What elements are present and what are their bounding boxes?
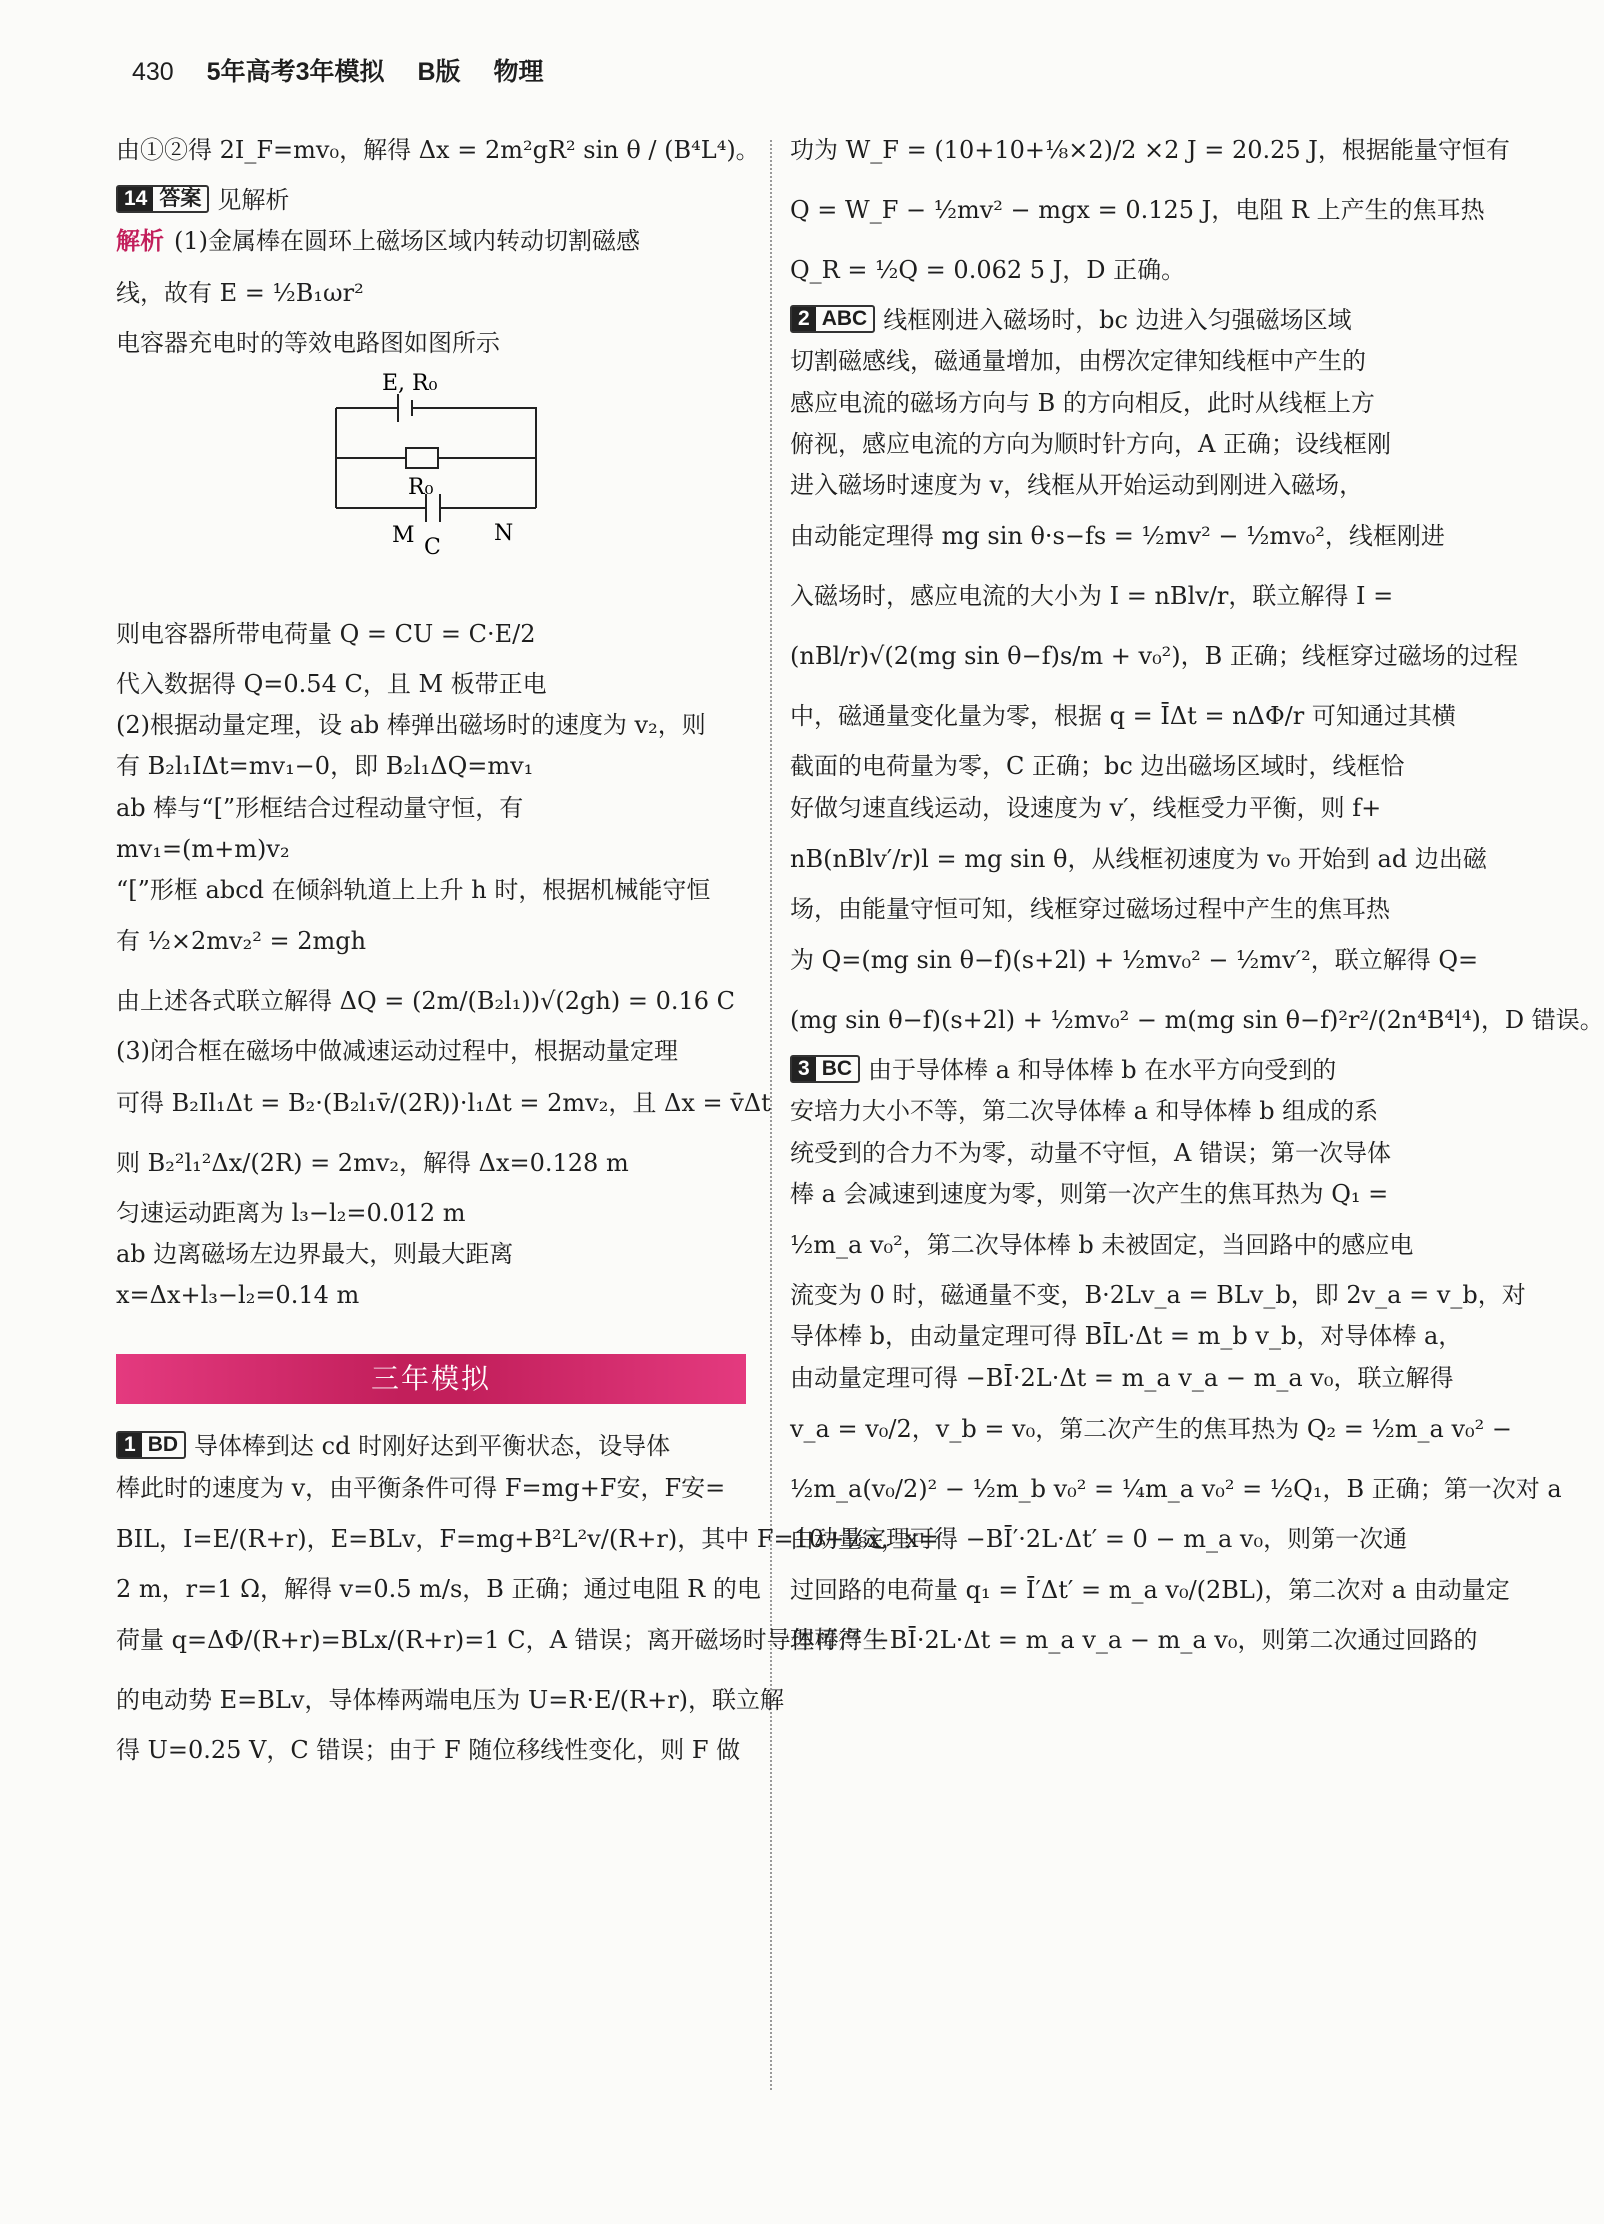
text-span: 导体棒到达 cd 时刚好达到平衡状态，设导体: [194, 1432, 671, 1461]
question-number: 14: [118, 187, 153, 211]
question-tag: [116, 1431, 186, 1459]
text-line: 俯视，感应电流的方向为顺时针方向，A 正确；设线框刚: [790, 429, 1391, 458]
text-line: 有 ½×2mv₂² = 2mgh: [116, 927, 367, 956]
text-line: (3)闭合框在磁场中做减速运动过程中，根据动量定理: [116, 1037, 678, 1066]
text-line: 由动量定理可得 −BĪ·2L·Δt = m_a v_a − m_a v₀，联立解得: [790, 1363, 1454, 1392]
text-line: v_a = v₀/2，v_b = v₀，第二次产生的焦耳热为 Q₂ = ½m_a v₀² −: [790, 1414, 1513, 1443]
text-line: ab 棒与“[”形框结合过程动量守恒，有: [116, 793, 524, 822]
circuit-label-source: E, R₀: [382, 370, 438, 396]
text-line: 中，磁通量变化量为零，根据 q = ĪΔt = nΔΦ/r 可知通过其横: [790, 702, 1456, 731]
text-line: 场，由能量守恒可知，线框穿过磁场过程中产生的焦耳热: [790, 894, 1390, 923]
text-line: 理可得 −BĪ·2L·Δt = m_a v_a − m_a v₀，则第二次通过回路的: [790, 1626, 1478, 1655]
text-line: 统受到的合力不为零，动量不守恒，A 错误；第一次导体: [790, 1138, 1391, 1167]
text-span: 由于导体棒 a 和导体棒 b 在水平方向受到的: [868, 1056, 1337, 1085]
text-line: 感应电流的磁场方向与 B 的方向相反，此时从线框上方: [790, 388, 1375, 417]
text-line: 由动能定理得 mg sin θ·s−fs = ½mv² − ½mv₀²，线框刚进: [790, 522, 1445, 551]
right-column: [790, 120, 1604, 1662]
answer-tag-label: BC: [821, 1057, 853, 1081]
text-line: 流变为 0 时，磁通量不变，B·2Lv_a = BLv_b，即 2v_a = v_b，对: [790, 1281, 1526, 1310]
text-line: 可得 B₂Il₁Δt = B₂·(B₂l₁v̄/(2R))·l₁Δt = 2mv₂，且 Δx = v̄Δt: [116, 1088, 771, 1117]
text-line: (nBl/r)√(2(mg sin θ−f)s/m + v₀²)，B 正确；线框穿过磁场的过程: [790, 642, 1518, 671]
circuit-label-resistor: R₀: [408, 474, 434, 500]
text-span: 线框刚进入磁场时，bc 边进入匀强磁场区域: [883, 306, 1352, 334]
section-banner: 三年模拟: [116, 1354, 746, 1404]
question-3-header: [790, 1050, 1410, 1091]
text-line: 过回路的电荷量 q₁ = Ī′Δt′ = m_a v₀/(2BL)，第二次对 a 由动量定: [790, 1576, 1510, 1605]
text-line: 线，故有 E = ½B₁ωr²: [116, 278, 364, 307]
subject-label: 物理: [493, 58, 544, 86]
text-line: [116, 221, 746, 262]
book-title: 5年高考3年模拟: [206, 58, 385, 86]
text-line: (mg sin θ−f)(s+2l) + ½mv₀² − m(mg sin θ−f)²r²/(2n⁴B⁴l⁴)，D 错误。: [790, 1006, 1604, 1035]
text-line: Q = W_F − ½mv² − mgx = 0.125 J，电阻 R 上产生的焦耳热: [790, 196, 1485, 224]
answer-tag-label: BD: [147, 1433, 179, 1457]
text-line: 截面的电荷量为零，C 正确；bc 边出磁场区域时，线框恰: [790, 752, 1405, 781]
left-column: [116, 120, 939, 1772]
question-tag: [790, 305, 875, 333]
question-14-header: [116, 180, 746, 221]
circuit-label-n: N: [494, 520, 514, 546]
text-line: 的电动势 E=BLv，导体棒两端电压为 U=R·E/(R+r)，联立解: [116, 1686, 785, 1715]
page-number: 430: [132, 58, 174, 86]
text-line: 代入数据得 Q=0.54 C，且 M 板带正电: [116, 669, 547, 698]
text-line: ab 边离磁场左边界最大，则最大距离: [116, 1239, 514, 1268]
page-header: [132, 52, 569, 92]
text-line: 为 Q=(mg sin θ−f)(s+2l) + ½mv₀² − ½mv′²，联立解得 Q=: [790, 946, 1479, 975]
text-line: 导体棒 b，由动量定理可得 BĪL·Δt = m_b v_b，对导体棒 a，: [790, 1322, 1463, 1351]
text-line: 安培力大小不等，第二次导体棒 a 和导体棒 b 组成的系: [790, 1097, 1379, 1126]
text-line: “[”形框 abcd 在倾斜轨道上上升 h 时，根据机械能守恒: [116, 876, 711, 905]
question-number: 1: [118, 1433, 142, 1457]
text-line: (2)根据动量定理，设 ab 棒弹出磁场时的速度为 v₂，则: [116, 711, 706, 740]
text-line: 棒此时的速度为 v，由平衡条件可得 F=mg+F安，F安=: [116, 1473, 726, 1502]
circuit-label-c: C: [424, 534, 441, 560]
text-line: 由上述各式联立解得 ΔQ = (2m/(B₂l₁))√(2gh) = 0.16 C: [116, 987, 736, 1016]
text-span: (1)金属棒在圆环上磁场区域内转动切割磁感: [174, 227, 640, 256]
question-1-header: [116, 1426, 746, 1467]
text-line: 由动量定理可得 −BĪ′·2L·Δt′ = 0 − m_a v₀，则第一次通: [790, 1524, 1408, 1553]
text-line: 好做匀速直线运动，设速度为 v′，线框受力平衡，则 f+: [790, 793, 1382, 822]
text-line: 由①②得 2I_F=mv₀，解得 Δx = 2m²gR² sin θ / (B⁴L⁴)。: [116, 136, 760, 164]
text-line: 2 m，r=1 Ω，解得 v=0.5 m/s，B 正确；通过电阻 R 的电: [116, 1574, 761, 1603]
text-line: Q_R = ½Q = 0.062 5 J，D 正确。: [790, 256, 1186, 284]
text-line: 匀速运动距离为 l₃−l₂=0.012 m: [116, 1198, 466, 1227]
jiexi-label: 解析: [116, 228, 164, 256]
text-line: 则电容器所带电荷量 Q = CU = C·E/2: [116, 619, 536, 648]
text-line: 进入磁场时速度为 v，线框从开始运动到刚进入磁场，: [790, 471, 1364, 500]
question-tag: [790, 1055, 860, 1083]
question-2-header: [790, 300, 1410, 341]
text-line: BIL，I=E/(R+r)，E=BLv，F=mg+B²L²v/(R+r)，其中 F=10+⅛x，x=: [116, 1524, 939, 1553]
text-line: 入磁场时，感应电流的大小为 I = nBlv/r，联立解得 I =: [790, 582, 1394, 611]
text-line: 棒 a 会减速到速度为零，则第一次产生的焦耳热为 Q₁ =: [790, 1179, 1389, 1208]
answer-tag-label: ABC: [821, 307, 868, 330]
text-line: 切割磁感线，磁通量增加，由楞次定律知线框中产生的: [790, 347, 1366, 376]
question-tag: [116, 185, 209, 213]
edition-label: B版: [417, 58, 461, 86]
answer-tag-label: 答案: [159, 187, 202, 210]
text-line: 功为 W_F = (10+10+⅛×2)/2 ×2 J = 20.25 J，根据能量守恒有: [790, 136, 1510, 164]
text-line: x=Δx+l₃−l₂=0.14 m: [116, 1281, 360, 1310]
circuit-diagram: [116, 368, 746, 598]
question-number: 2: [792, 307, 816, 331]
text-line: 有 B₂l₁IΔt=mv₁−0，即 B₂l₁ΔQ=mv₁: [116, 752, 534, 781]
circuit-label-m: M: [392, 522, 415, 548]
text-line: 则 B₂²l₁²Δx/(2R) = 2mv₂，解得 Δx=0.128 m: [116, 1148, 629, 1177]
text-line: nB(nBlv′/r)l = mg sin θ，从线框初速度为 v₀ 开始到 ad 边出磁: [790, 844, 1487, 873]
text-line: 电容器充电时的等效电路图如图所示: [116, 328, 500, 357]
text-line: 得 U=0.25 V，C 错误；由于 F 随位移线性变化，则 F 做: [116, 1736, 741, 1765]
question-number: 3: [792, 1057, 816, 1081]
text-line: 荷量 q=ΔΦ/(R+r)=BLx/(R+r)=1 C，A 错误；离开磁场时导体棒产生: [116, 1626, 887, 1655]
answer-text: 见解析: [217, 186, 290, 214]
text-line: ½m_a v₀²，第二次导体棒 b 未被固定，当回路中的感应电: [790, 1231, 1414, 1260]
text-line: mv₁=(m+m)v₂: [116, 834, 290, 863]
text-line: ½m_a(v₀/2)² − ½m_b v₀² = ¼m_a v₀² = ½Q₁，B 正确；第一次对 a: [790, 1474, 1562, 1503]
